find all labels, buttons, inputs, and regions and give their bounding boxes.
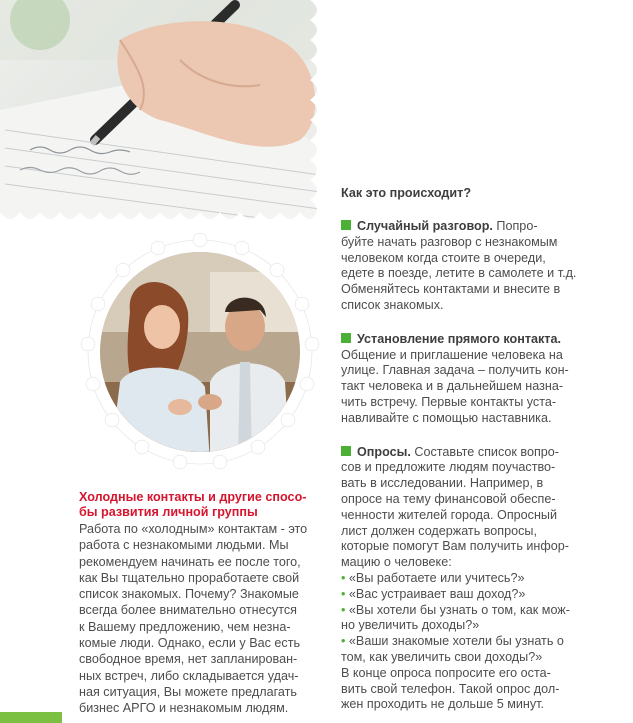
list-item: • «Вы хотели бы узнать о том, как мож- но увеличить доходы?» [341,602,570,633]
bullet-icon: • [341,634,346,649]
decorative-border-right [300,0,340,228]
survey-questions [341,571,603,666]
method-surveys [341,445,603,714]
how-it-works-section [341,186,603,713]
section-body: Работа по «холодным» контактам - это работа с незнакомыми людьми. Мы рекомендуем начинать ее после того, как Вы тщательно проработаете свой список знакомых. Почему? Знакомые всегда более внимательно отнесутся к Вашему предложению, чем незна- комые люди. Однако, если у Вас есть свободное время, нет запланирован- ных встреч, либо складывается удач- ная ситуация, Вы можете предлагать бизнес АРГО и незнакомым людям. [79,522,308,716]
bullet-icon: • [341,602,346,617]
method-text: Общение и приглашение человека на улице. Главная задача – получить кон- такт человека и в дальнейшем назна- чить встречу. Первые контакты уста- навливайте с помощью наставника. [341,347,569,425]
method-text: Составьте список вопро- сов и предложите людям поучаство- вать в исследовании. Например, в опросе на тему финансовой обеспе- ченности жителей города. Опросный лист должен содержать вопросы, которые помогут Вам получить инфор- мацию о человеке: [341,444,569,570]
list-item: • «Ваши знакомые хотели бы узнать о том, как увеличить свои доходы?» [341,634,564,664]
method-random-conversation [341,219,603,314]
method-title: Установление прямого контакта. [357,331,561,346]
method-text: Попро- буйте начать разговор с незнакомым человеком когда стоите в очереди, едете в поезде, летите в самолете и т.д. Обменяйтесь контактами и внесите в список знакомых. [341,219,577,312]
method-title: Опросы. [357,444,411,459]
method-title: Случайный разговор. [357,219,493,233]
green-square-icon [341,446,351,456]
survey-tail-text: В конце опроса попросите его оста- вить свой телефон. Такой опрос дол- жен проходить не дольше 5 минут. [341,665,560,712]
bullet-icon: • [341,586,346,601]
cold-contacts-section [79,490,327,717]
conversation-photo [70,232,330,482]
method-direct-contact [341,332,603,427]
green-square-icon [341,333,351,343]
list-item: • «Вас устраивает ваш доход?» [341,586,526,601]
bullet-icon: • [341,570,346,585]
writing-hand-photo [0,0,325,228]
green-square-icon [341,220,351,230]
section-title: Холодные контакты и другие спосо- бы развития личной группы [79,490,307,519]
how-it-works-heading: Как это происходит? [341,186,472,200]
page-corner-bar [0,712,62,723]
list-item: • «Вы работаете или учитесь?» [341,570,525,585]
